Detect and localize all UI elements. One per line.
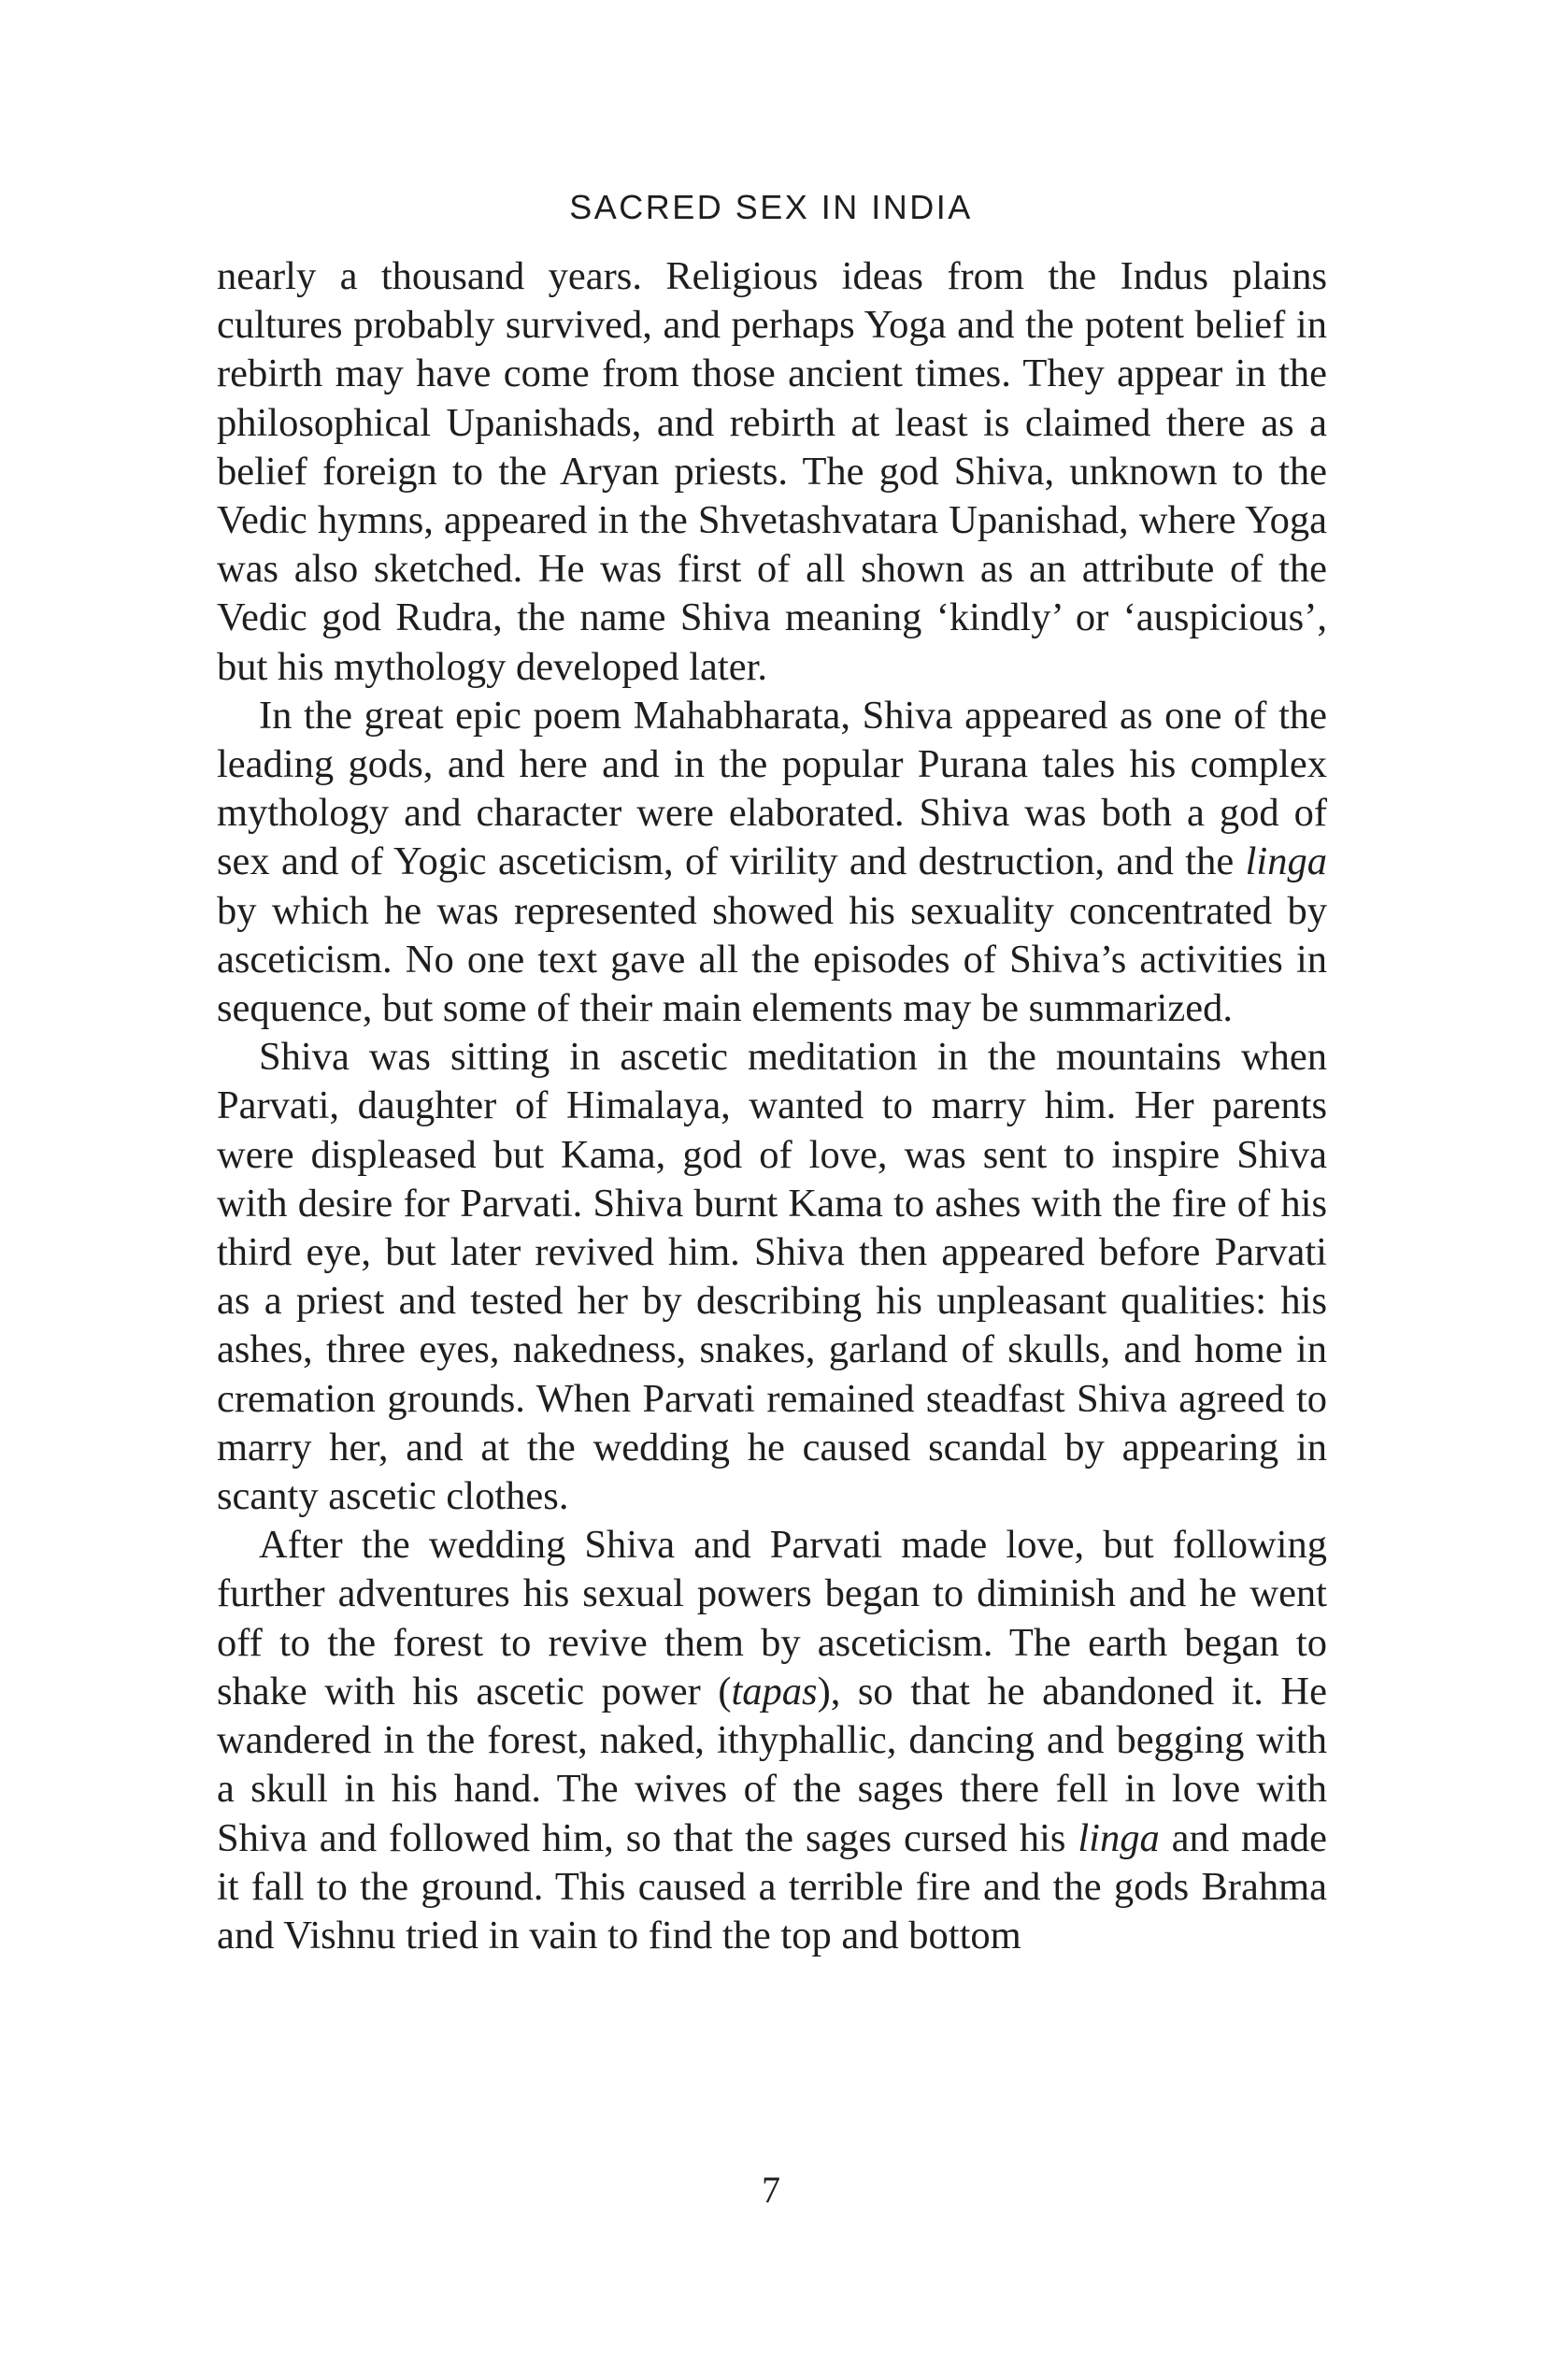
italic-term: linga — [1245, 839, 1327, 884]
page-number: 7 — [762, 2169, 780, 2211]
text-run: Shiva was sitting in ascetic meditation in the mountains when Parvati, daughter of Himalaya, wanted to marry him. Her parents were displeased but Kama, god of love, was sent to inspire Shiva with desire for Parvati. Shiva burnt Kama to ashes with the fire of his third eye, but later revived him. Shiva then appeared before Parvati as a priest and tested her by describing his unpleasant qualities: his ashes, three eyes, nakedness, snakes, garland of skulls, and home in cremation grounds. When Parvati remained steadfast Shiva agreed to marry her, and at the wedding he caused scandal by appearing in scanty ascetic clothes. — [217, 1035, 1327, 1519]
paragraph — [217, 692, 1327, 1033]
body-text — [217, 252, 1327, 1960]
text-run: by which he was represented showed his sexuality concentrated by asceticism. No one text gave all the episodes of Shiva’s activities in sequence, but some of their main elements may be summarized. — [217, 888, 1327, 1031]
text-run: and made it fall to the ground. This caused a terrible fire and the gods Brahma and Vishnu tried in vain to find the top and bottom — [217, 1815, 1328, 1957]
text-run: ), so that he abandoned it. He wandered in the forest, naked, ithyphallic, dancing and begging with a skull in his hand. The wives of the sages there fell in love with Shiva and followed him, so that the sages cursed his — [217, 1669, 1327, 1860]
text-run: In the great epic poem Mahabharata, Shiva appeared as one of the leading gods, and here and in the popular Purana tales his complex mythology and character were elaborated. Shiva was both a god of sex and of Yogic asceticism, of virility and destruction, and the — [217, 693, 1327, 884]
text-run: nearly a thousand years. Religious ideas from the Indus plains cultures probably survived, and perhaps Yoga and the potent belief in rebirth may have come from those ancient times. They appear in the philosophical Upanishads, and rebirth at least is claimed there as a belief foreign to the Aryan priests. The god Shiva, unknown to the Vedic hymns, appeared in the Shvetashvatara Upanishad, where Yoga was also sketched. He was first of all shown as an attribute of the Vedic god Rudra, the name Shiva meaning ‘kindly’ or ‘auspicious’, but his mythology developed later. — [217, 254, 1327, 689]
paragraph — [217, 1521, 1327, 1960]
italic-term: linga — [1078, 1815, 1160, 1860]
paragraph — [217, 252, 1327, 692]
text-run: After the wedding Shiva and Parvati made love, but following further adventures his sexual powers began to diminish and he went off to the forest to revive them by asceticism. The earth began to shake with his ascetic power ( — [217, 1523, 1327, 1713]
running-head: SACRED SEX IN INDIA — [569, 188, 973, 226]
paragraph — [217, 1033, 1327, 1521]
italic-term: tapas — [731, 1669, 818, 1713]
